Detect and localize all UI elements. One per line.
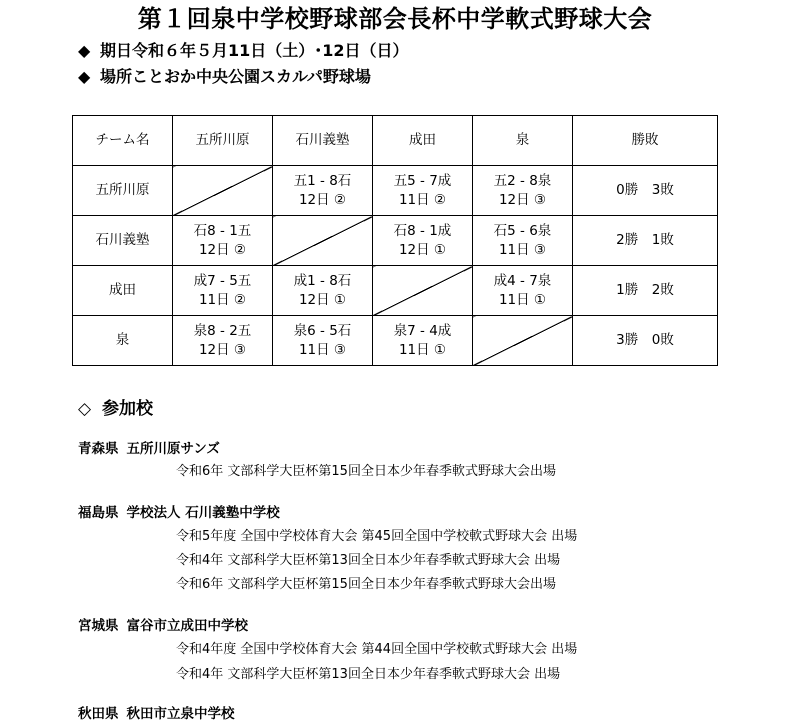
game-day: 12日 ③ (198, 341, 247, 358)
record-cell: 1勝 2敗 (573, 266, 718, 316)
game-day: 11日 ③ (498, 241, 547, 258)
page-title: 第１回泉中学校野球部会長杯中学軟式野球大会 (137, 5, 653, 33)
game-day: 12日 ② (198, 241, 247, 258)
table-row (73, 316, 718, 366)
league-table (72, 115, 718, 366)
participants-heading (78, 394, 153, 419)
date-info (78, 41, 409, 61)
diamond-bullet-icon: ◆ (78, 41, 91, 60)
header-cell: チーム名 (73, 116, 173, 166)
diagonal-cell (473, 316, 573, 366)
school-record: 令和4年 文部科学大臣杯第13回全日本少年春季軟式野球大会 出場 (176, 667, 561, 682)
table-row (73, 166, 718, 216)
game-day: 11日 ① (398, 341, 447, 358)
school-record: 令和4年 文部科学大臣杯第13回全日本少年春季軟式野球大会 出場 (176, 553, 561, 568)
score: 泉8 - 2五 (193, 322, 252, 339)
school-name: 富谷市立成田中学校 (126, 618, 248, 634)
game-day: 12日 ② (298, 191, 347, 208)
record-cell: 0勝 3敗 (573, 166, 718, 216)
score: 五5 - 7成 (393, 172, 452, 189)
game-day: 12日 ① (298, 291, 347, 308)
result-cell (373, 316, 473, 366)
school-prefecture: 秋田県 (78, 706, 119, 722)
score: 石8 - 1五 (193, 222, 252, 239)
school-name: 学校法人 石川義塾中学校 (126, 505, 280, 521)
diagonal-cell (273, 216, 373, 266)
school-heading (78, 501, 280, 521)
score: 泉6 - 5石 (293, 322, 352, 339)
header-cell: 勝敗 (573, 116, 718, 166)
participants-title: 参加校 (102, 399, 153, 419)
header-cell: 成田 (373, 116, 473, 166)
table-row (73, 216, 718, 266)
school-heading (78, 614, 248, 634)
score: 成1 - 8石 (293, 272, 352, 289)
record-cell: 2勝 1敗 (573, 216, 718, 266)
school-record: 令和6年 文部科学大臣杯第15回全日本少年春季軟式野球大会出場 (176, 577, 556, 592)
record-cell: 3勝 0敗 (573, 316, 718, 366)
result-cell (173, 216, 273, 266)
school-heading (78, 437, 220, 457)
diagonal-cell (373, 266, 473, 316)
team-name-cell: 石川義塾 (73, 216, 173, 266)
score: 成4 - 7泉 (493, 272, 552, 289)
school-prefecture: 宮城県 (78, 618, 119, 634)
result-cell (273, 266, 373, 316)
result-cell (373, 216, 473, 266)
game-day: 12日 ① (398, 241, 447, 258)
score: 石8 - 1成 (393, 222, 452, 239)
game-day: 12日 ③ (498, 191, 547, 208)
school-name: 秋田市立泉中学校 (126, 706, 235, 722)
result-cell (473, 216, 573, 266)
result-cell (373, 166, 473, 216)
hollow-diamond-icon: ◇ (78, 399, 92, 419)
game-day: 11日 ② (198, 291, 247, 308)
game-day: 11日 ③ (298, 341, 347, 358)
date-text: 期日令和６年５月11日（土）･12日（日） (100, 41, 409, 60)
school-prefecture: 青森県 (78, 441, 119, 457)
game-day: 11日 ② (398, 191, 447, 208)
header-cell: 五所川原 (173, 116, 273, 166)
table-header-row (73, 116, 718, 166)
school-record: 令和5年度 全国中学校体育大会 第45回全国中学校軟式野球大会 出場 (176, 529, 578, 544)
score: 成7 - 5五 (193, 272, 252, 289)
team-name-cell: 成田 (73, 266, 173, 316)
school-heading (78, 702, 235, 722)
school-record: 令和6年 文部科学大臣杯第15回全日本少年春季軟式野球大会出場 (176, 464, 556, 479)
team-name-cell: 泉 (73, 316, 173, 366)
score: 泉7 - 4成 (393, 322, 452, 339)
place-text: 場所ことおか中央公園スカルパ野球場 (100, 67, 371, 86)
table-row (73, 266, 718, 316)
score: 石5 - 6泉 (493, 222, 552, 239)
score: 五2 - 8泉 (493, 172, 552, 189)
school-prefecture: 福島県 (78, 505, 119, 521)
diamond-bullet-icon: ◆ (78, 67, 91, 86)
header-cell: 泉 (473, 116, 573, 166)
place-info (78, 67, 371, 87)
result-cell (473, 266, 573, 316)
result-cell (473, 166, 573, 216)
result-cell (273, 166, 373, 216)
school-name: 五所川原サンズ (126, 441, 220, 457)
header-cell: 石川義塾 (273, 116, 373, 166)
team-name-cell: 五所川原 (73, 166, 173, 216)
game-day: 11日 ① (498, 291, 547, 308)
result-cell (173, 316, 273, 366)
result-cell (173, 266, 273, 316)
result-cell (273, 316, 373, 366)
diagonal-cell (173, 166, 273, 216)
school-record: 令和4年度 全国中学校体育大会 第44回全国中学校軟式野球大会 出場 (176, 642, 578, 657)
score: 五1 - 8石 (293, 172, 352, 189)
